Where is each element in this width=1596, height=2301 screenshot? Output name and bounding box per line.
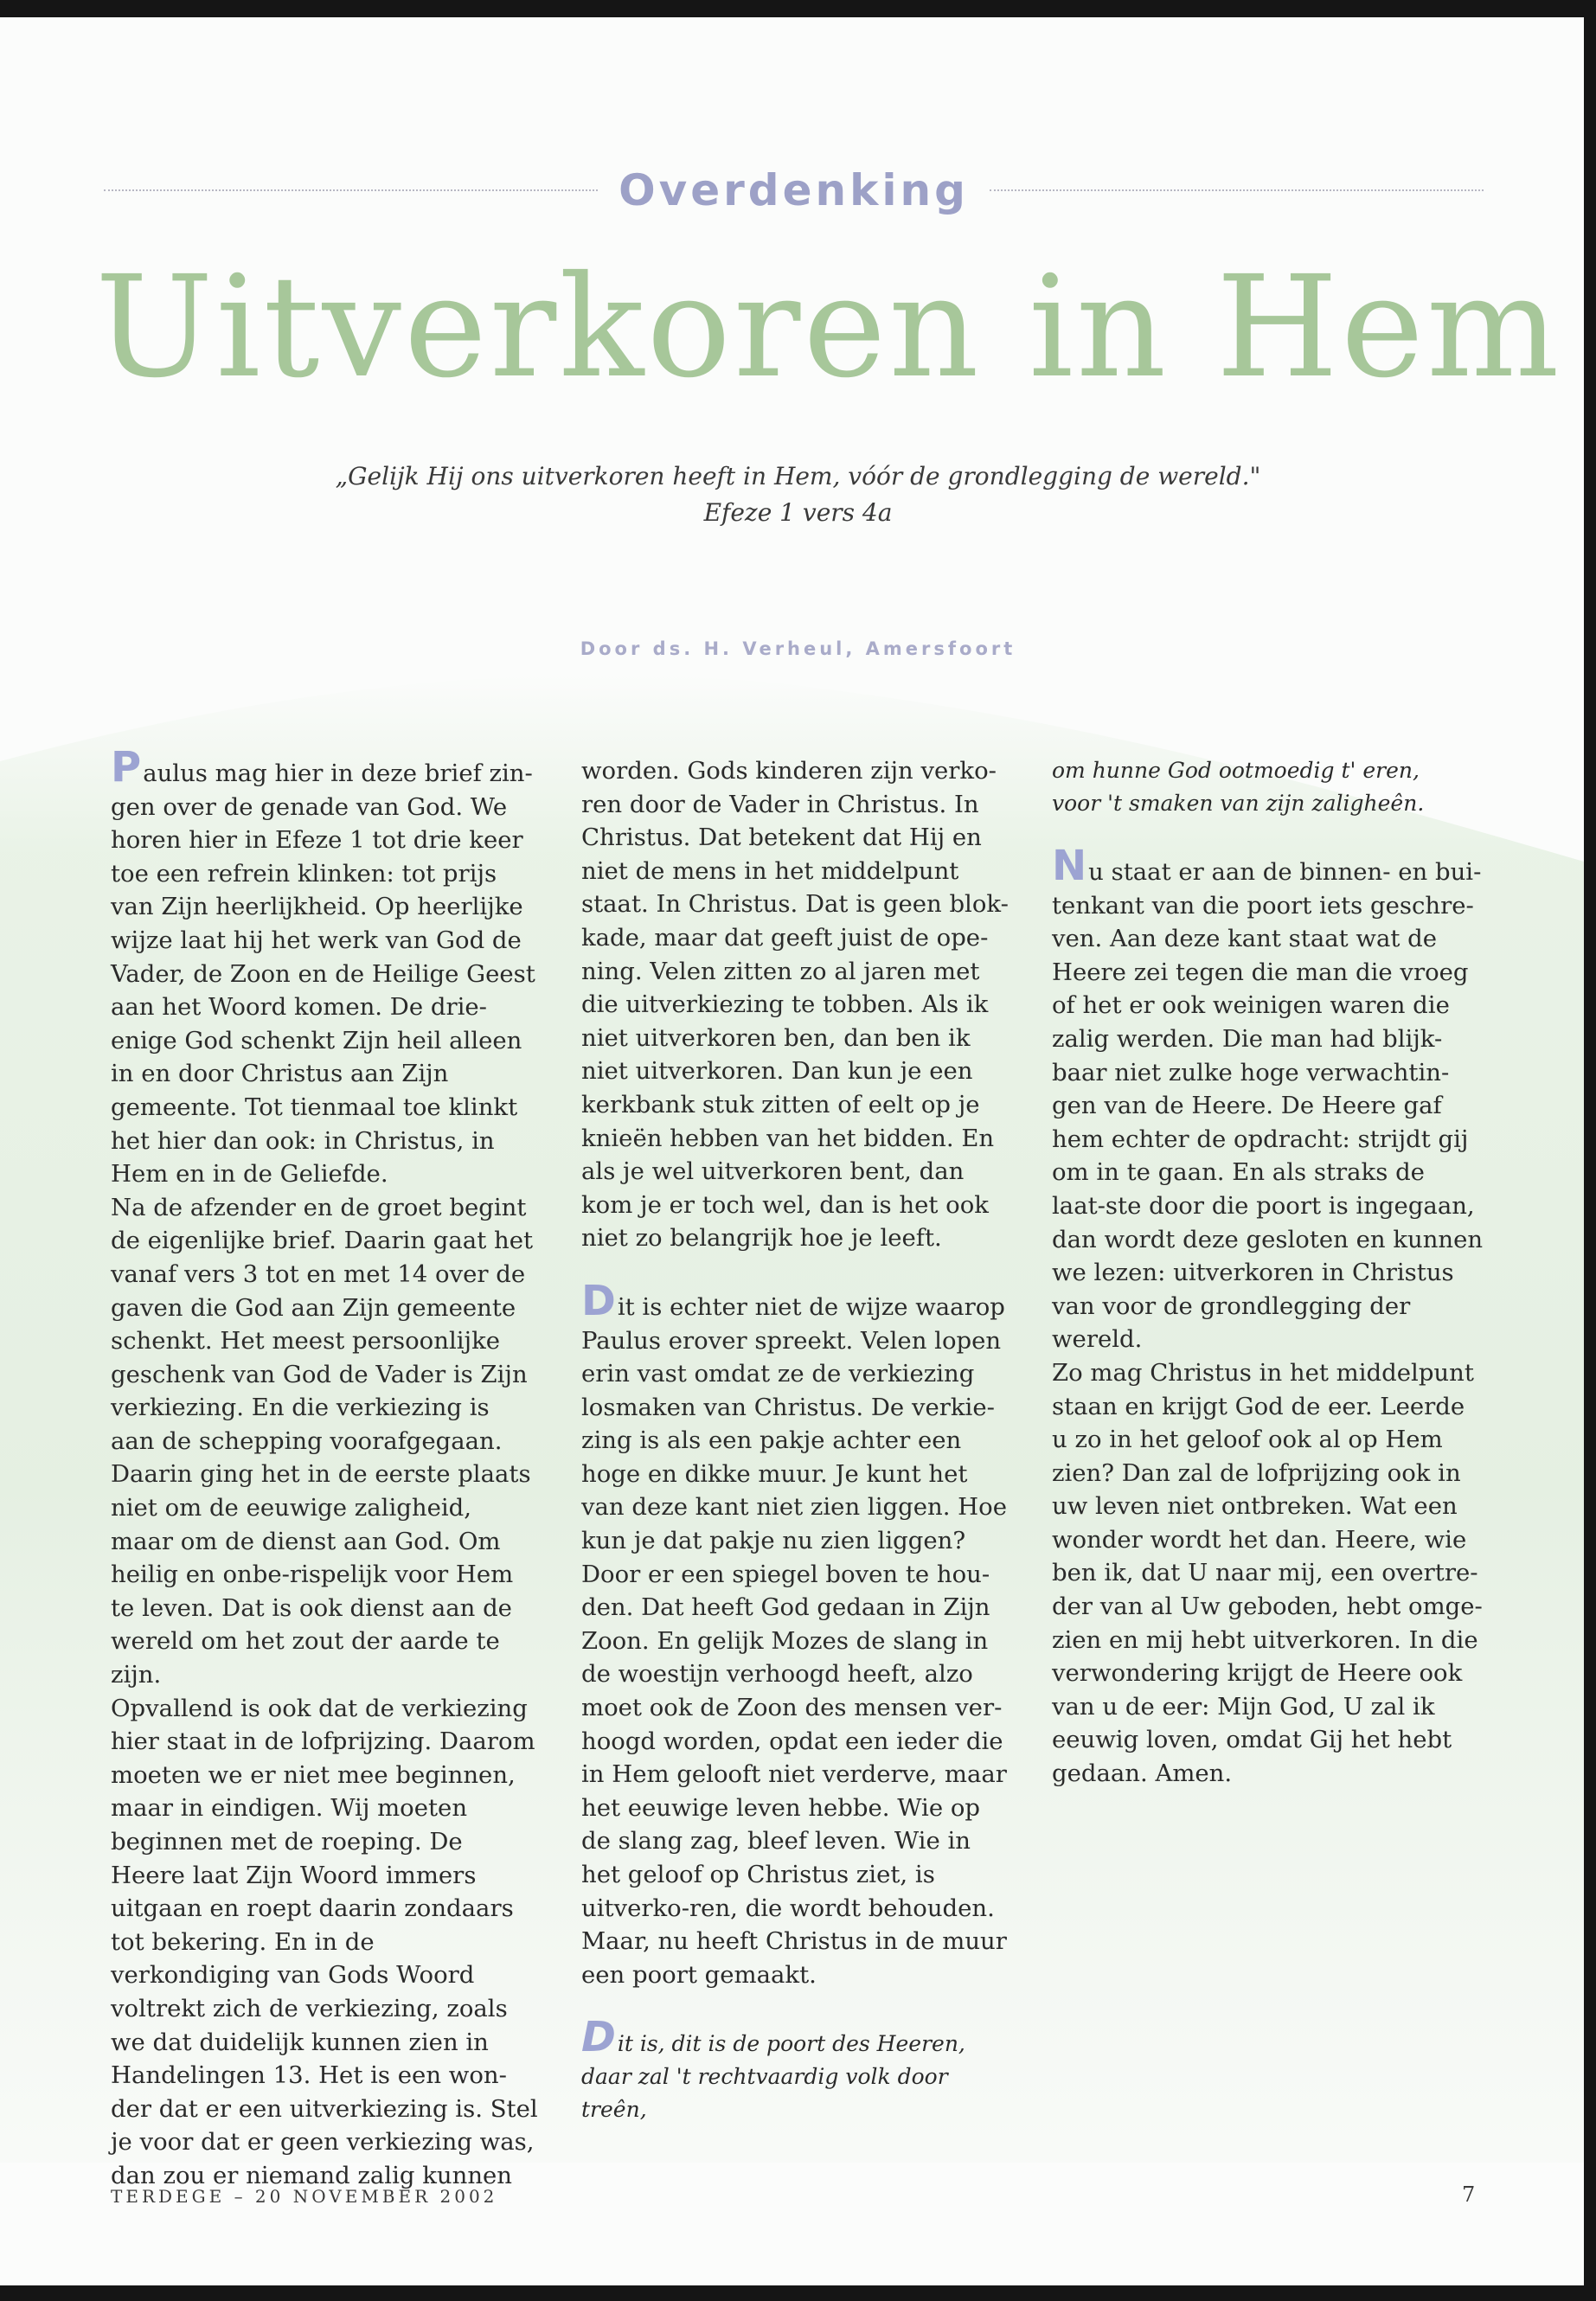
drop-cap: D <box>581 2013 616 2062</box>
psalm-verse-continued <box>1052 754 1484 820</box>
footer-publication: TERDEGE – 20 NOVEMBER 2002 <box>111 2186 498 2207</box>
article-column-2 <box>581 754 1010 2126</box>
paragraph-text: u staat er aan de binnen- en bui-tenkant van die poort iets geschre-ven. Aan deze kant staat wat de Heere zei tegen die man die vroeg of het er ook weinigen waren die zalig werden. Die man had blijk-baar niet zulke hoge verwachtin-gen van de Heere. De Heere gaf hem echter de opdracht: strijdt gij om in te gaan. En als straks de laat-ste door die poort is ingegaan, dan wordt deze gesloten en kunnen we lezen: uitverkoren in Christus van voor de grondlegging der wereld. <box>1052 858 1484 1354</box>
poem-line: treên, <box>581 2097 647 2123</box>
paragraph <box>111 743 539 1191</box>
quote-text: „Gelijk Hij ons uitverkoren heeft in Hem, vóór de grondlegging de wereld." <box>335 462 1261 490</box>
paragraph <box>1052 842 1484 1356</box>
article-column-3 <box>1052 754 1484 1791</box>
paragraph: Na de afzender en de groet begint de eigenlijke brief. Daarin gaat het vanaf vers 3 tot en met 14 over de gaven die God aan Zijn gemeente schenkt. Het meest persoonlijke geschenk van God de Vader is Zijn verkiezing. En die verkiezing is aan de schepping voorafgegaan. Daarin ging het in de eerste plaats niet om de eeuwige zaligheid, maar om de dienst aan God. Om heilig en onbe-rispelijk voor Hem te leven. Dat is ook dienst aan de wereld om het zout der aarde te zijn. <box>111 1193 534 1689</box>
poem-line: it is, dit is de poort des Heeren, <box>617 2031 965 2057</box>
article-title: Uitverkoren in Hem <box>95 247 1562 409</box>
poem-line: om hunne God ootmoedig t' eren, <box>1052 758 1420 783</box>
paragraph: Zo mag Christus in het middelpunt staan en krijgt God de eer. Leerde u zo in het geloof ook al op Hem zien? Dan zal de lofprijzing ook in uw leven niet ontbreken. Wat een wonder wordt het dan. Heere, wie ben ik, dat U naar mij, een overtre-der van al Uw geboden, hebt omge-zien en mij hebt uitverkoren. In die verwondering krijgt de Heere ook van u de eer: Mijn God, U zal ik eeuwig loven, omdat Gij het hebt gedaan. Amen. <box>1052 1358 1483 1788</box>
paragraph-text: aulus mag hier in deze brief zin-gen over de genade van God. We horen hier in Efeze 1 tot drie keer toe een refrein klinken: tot prijs van Zijn heerlijkheid. Op heerlijke wijze laat hij het werk van God de Vader, de Zoon en de Heilige Geest aan het Woord komen. De drie-enige God schenkt Zijn heil alleen in en door Christus aan Zijn gemeente. Tot tienmaal toe klinkt het hier dan ook: in Christus, in Hem en in de Geliefde. <box>111 760 535 1189</box>
page-number: 7 <box>1462 2182 1476 2207</box>
paragraph: worden. Gods kinderen zijn verko-ren door de Vader in Christus. In Christus. Dat betekent dat Hij en niet de mens in het middelpunt staat. In Christus. Dat is geen blok-kade, maar dat geeft juist de ope-ning. Velen zitten zo al jaren met die uitverkiezing te tobben. Als ik niet uitverkoren ben, dan ben ik niet uitverkoren. Dan kun je een kerkbank stuk zitten of eelt op je knieën hebben van het bidden. En als je wel uitverkoren bent, dan kom je er toch wel, dan is het ook niet zo belangrijk hoe je leeft. <box>581 757 1009 1253</box>
drop-cap: N <box>1052 842 1087 890</box>
psalm-verse <box>581 2013 1010 2126</box>
author-byline: Door ds. H. Verheul, Amersfoort <box>580 638 1016 659</box>
poem-line: daar zal 't rechtvaardig volk door <box>581 2064 948 2090</box>
paragraph-text: it is echter niet de wijze waarop Paulus erover spreekt. Velen lopen erin vast omdat ze de verkiezing losmaken van Christus. De verkie-zing is als een pakje achter een hoge en dikke muur. Je kunt het van deze kant niet zien liggen. Hoe kun je dat pakje nu zien liggen? Door er een spiegel boven te hou-den. Dat heeft God gedaan in Zijn Zoon. En gelijk Mozes de slang in de woestijn verhoogd heeft, alzo moet ook de Zoon des mensen ver-hoogd worden, opdat een ieder die in Hem gelooft niet verderve, maar het eeuwige leven hebbe. Wie op de slang zag, bleef leven. Wie in het geloof op Christus ziet, is uitverko-ren, die wordt behouden. Maar, nu heeft Christus in de muur een poort gemaakt. <box>581 1292 1007 1989</box>
section-kicker <box>104 160 1484 221</box>
drop-cap: D <box>581 1276 616 1325</box>
drop-cap: P <box>111 743 142 792</box>
dotted-rule-right <box>990 189 1484 191</box>
dotted-rule-left <box>104 189 598 191</box>
paragraph: Opvallend is ook dat de verkiezing hier staat in de lofprijzing. Daarom moeten we er niet mee beginnen, maar in eindigen. Wij moeten beginnen met de roeping. De Heere laat Zijn Woord immers uitgaan en roept daarin zondaars tot bekering. En in de verkondiging van Gods Woord voltrekt zich de verkiezing, zoals we dat duidelijk kunnen zien in Handelingen 13. Het is een won-der dat er een uitverkiezing is. Stel je voor dat er geen verkiezing was, dan zou er niemand zalig kunnen <box>111 1694 538 2189</box>
quote-reference: Efeze 1 vers 4a <box>703 498 893 527</box>
article-column-1 <box>111 743 539 2193</box>
kicker-text: Overdenking <box>619 165 969 215</box>
scripture-quote <box>260 458 1336 531</box>
scan-border-bottom <box>0 2285 1596 2301</box>
poem-line: voor 't smaken van zijn zaligheên. <box>1052 791 1425 816</box>
scan-border-top <box>0 0 1596 17</box>
paragraph <box>581 1276 1010 1991</box>
scan-border-right <box>1584 0 1596 2301</box>
